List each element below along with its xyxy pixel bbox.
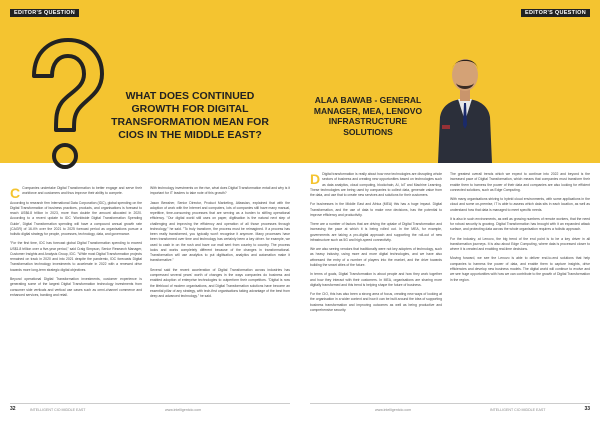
paragraph: Several said the recent acceleration of Digital Transformation across industries has compressed several years' worth of changes in the ways companies do business and enabled adoption of enterprise technologies to outperform their competitors. "Digital is now the lifeblood of modern organisations, and Digital Transformation solutions have become an essential pillar of any strategy, with tech-first organisations taking advantage of the best from deep and advanced technology." he said.: [150, 267, 290, 299]
paragraph: With technology investments on the rise, what does Digital Transformation entail and why is it important for IT leaders to take note of this growth?: [150, 186, 290, 196]
paragraph: For the industry, at Lenovo, the big trend of the end point is to be a key driver in all transformation journeys. It is also about Edge Computing, where data is processed closer to where it is created and enabling real-time decisions.: [450, 236, 590, 252]
drop-cap: D: [310, 171, 321, 187]
paragraph: D Digital transformation is really about how new technologies are disrupting whole sectors of business and creating new opportunities based on technologies such as data analytics, cloud computing, blockchain, AI, IoT and Machine Learning. These technologies are being used by companies to collect data, generate value from the data, and use that to create new services and solutions for their customers.: [310, 171, 442, 198]
headline: WHAT DOES CONTINUED GROWTH FOR DIGITAL TRANSFORMATION MEAN FOR CIOS IN THE MIDDLE EAST?: [111, 90, 269, 142]
section-tag: EDITOR'S QUESTION: [521, 9, 590, 17]
paragraph: For the CIO, this has also been a strong area of focus, creating new ways of looking at the organisation in a wider context and how it can be built around the idea of supporting business transformation and improving outcomes as well as being productive and comprehensive security.: [310, 292, 442, 312]
footer-url: www.intelligentcio.com: [375, 408, 412, 412]
paragraph: For businesses in the Middle East and Africa (MEA) this has a huge impact. Digital Transformation, and the use of data to make new decisions, has the potential to improve efficiency and productivity.: [310, 202, 442, 217]
footer-brand: INTELLIGENT CIO MIDDLE EAST: [490, 408, 546, 412]
paragraph: "For the first time, IDC has forecast global Digital Transformation spending to exceed US$1.8 trillion over a five-year period," said Craig Simpson, Senior Research Manager, Customer Insights and Analysis Group, IDC. "While most Digital Transformation projects remained on track in 2020 and into 2021 despite the pandemic, IDC forecasts Digital Transformation technology investments to accelerate in 2022 with a renewed drive towards more long-term strategic digital objectives.: [10, 241, 142, 272]
paragraph: According to research firm International Data Corporation (IDC), global spending on the Digital Transformation of business practices, products, and organisations is forecast to reach US$6.8 trillion in 2023, more than double the amount allocated in 2020. According to a recent update to IDC 'Worldwide Digital Transformation Spending Guide', Digital Transformation spending will have a compound annual growth rate (CAGR) of 16.4% over the 2021 to 2025 forecast period as organisations pursue a holistic digital strategy for people, processes, technology, data, and governance.: [10, 200, 142, 237]
paragraph: Jason Bewsher, Senior Director, Product Marketing, Atlassian, explained that with the adoption of work with the Internet and computers, lots of companies still have many manual, repetitive, time-consuming processes that are serving as a burden to stifling operational efficiency. "Our digital world still uses on paper, digitisation is the natural next step of challenging and improving the efficiency and operation of all those processes through technology," he said. "To truly transform, the process must be reimagined. If a process has been really transformed, you typically won't recognise it anymore. Many processes have been transformed over time and technology has certainly been a key driver. for example, we used to cash in on the rush and have our mail sent from country to country. The process looks and works completely different because of the changes in transformational. Transformation will use analytics to put digitisation, analytics and automation make it transformative.": [150, 200, 290, 263]
left-column-1: [10, 186, 142, 302]
page-number: 32: [10, 406, 16, 412]
footer-divider: [10, 403, 290, 404]
executive-name: ALAA BAWAB - GENERAL MANAGER, MEA, LENOVO INFRASTRUCTURE SOLUTIONS: [313, 95, 423, 137]
right-column-1: [310, 172, 442, 317]
footer-brand: INTELLIGENT CIO MIDDLE EAST: [30, 408, 86, 412]
paragraph: It is also in such environments, as well as growing numbers of remote workers, that the need for robust security is growing. Digital Transformation has brought with it an expanded attack surface, and protecting data across the whole organisation requires a holistic approach.: [450, 216, 590, 232]
paragraph: C Companies undertake Digital Transformation to better engage and serve their workforce and customers and thus improve their ability to compete.: [10, 185, 142, 201]
question-mark-icon: [22, 38, 112, 178]
paragraph: Beyond operational Digital Transformation investments, customer experience is generating some of the largest Digital Transformation technology investments from consumer side verticals and vertical use cases such as omni-channel commerce and enhanced services, banking and retail.: [10, 276, 142, 297]
drop-cap: C: [10, 185, 21, 201]
paragraph: With many organisations striving to hybrid cloud environments, with some applications in the cloud and some on-premise, IT is able to assess which data sits in each location, as well as understand how that data is managed to meet specific needs.: [450, 197, 590, 212]
paragraph: There are a number of factors that are driving the uptake of Digital Transformation and increasing the pace at which it is being rolled out. In the MEA, for example, governments are taking a pro-digital approach and supporting the roll-out of new infrastructure such as 5G and high-speed connectivity.: [310, 222, 442, 242]
right-column-2: [450, 172, 590, 287]
footer-url: www.intelligentcio.com: [165, 408, 202, 412]
footer-divider: [310, 403, 590, 404]
paragraph: We are also seeing vendors that traditionally were not key adopters of technology, such as heavy industry, using more and more digital technologies, and we have also witnessed the entry of a number of players into the market, and the drive towards building the smart cities of the future.: [310, 247, 442, 267]
paragraph: The greatest overall trends which we expect to continue into 2022 and beyond is the increased pace of Digital Transformation, which means that companies must transform their enable them to harness the power of their data and companies are also looking for efficient connected solutions, such as Edge Computing.: [450, 172, 590, 192]
paragraph: Moving forward, we see the Lenovo is able to deliver end-to-end solutions that help companies to harness the power of data, and enable them to capture insights, drive efficiencies and develop new business models. The digital world will continue to evolve and we see huge opportunities with how we can contribute to the growth of Digital Transformation in the region.: [450, 256, 590, 282]
left-column-2: [150, 186, 290, 303]
page-number: 33: [584, 406, 590, 412]
paragraph: In terms of goals, Digital Transformation is about people and how they work together and how they interact with their customers. In MEA, organisations are sharing more digitally transformed and this trend is helping shape the future of business.: [310, 272, 442, 287]
executive-photo: [430, 25, 500, 163]
section-tag: EDITOR'S QUESTION: [10, 9, 79, 17]
